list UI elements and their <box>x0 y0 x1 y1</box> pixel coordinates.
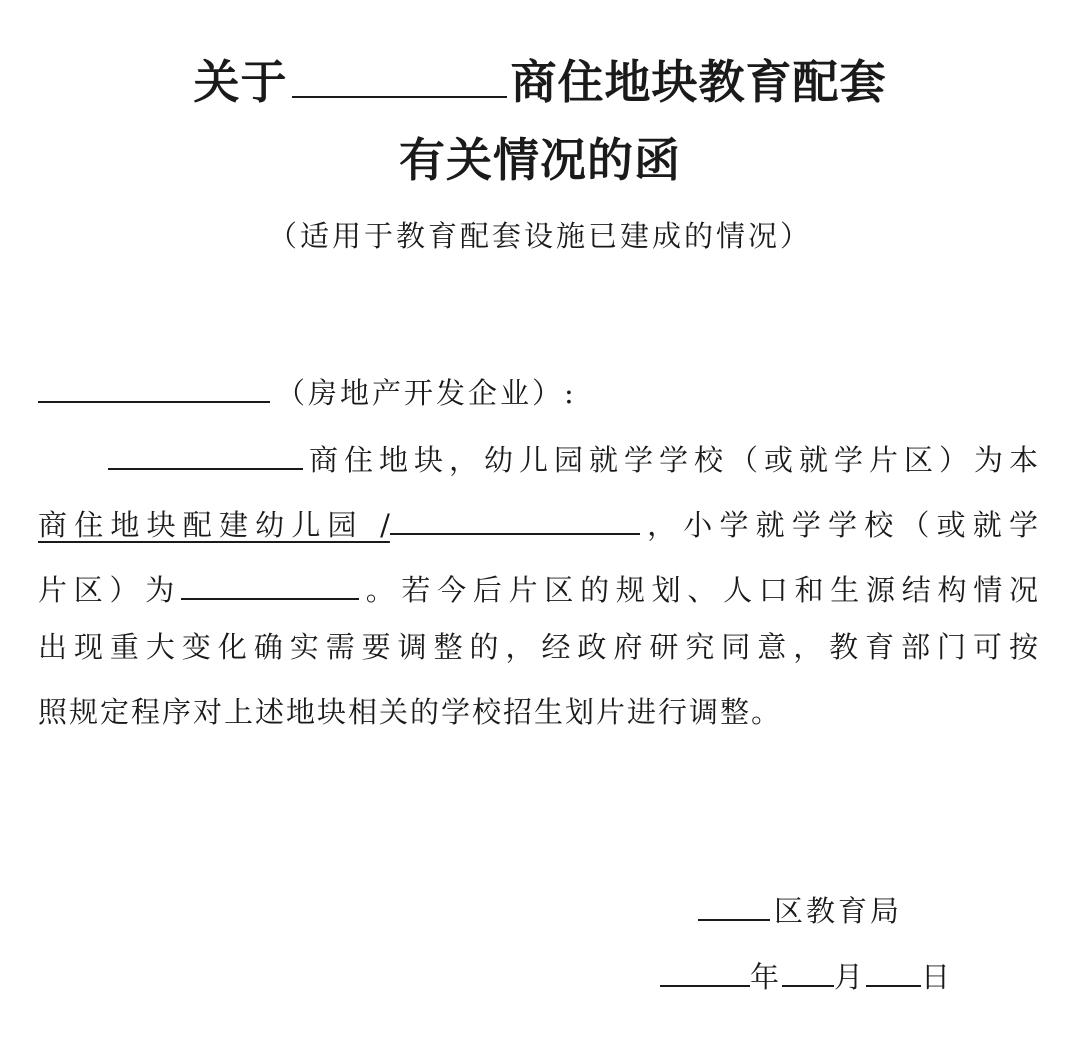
body-line-3 <box>38 568 1038 605</box>
body-line-4: 出现重大变化确实需要调整的，经政府研究同意，教育部门可按 <box>38 630 1038 664</box>
title-blank-plot-name <box>292 58 507 98</box>
addressee-blank <box>38 371 270 403</box>
body-line-5: 照规定程序对上述地块相关的学校招生划片进行调整。 <box>38 695 783 729</box>
signature-date <box>660 957 953 992</box>
title-suffix: 商住地块教育配套 <box>510 55 887 109</box>
bureau-label: 区教育局 <box>774 894 903 928</box>
body-line-1-text: 商住地块，幼儿园就学学校（或就学片区）为本 <box>303 443 1038 477</box>
body-line-3-head: 片区）为 <box>38 573 181 607</box>
signature-bureau <box>698 891 902 926</box>
document-subtitle: （适用于教育配套设施已建成的情况） <box>267 219 812 253</box>
district-blank <box>698 891 770 921</box>
body-line-1 <box>108 438 1038 475</box>
month-blank <box>782 957 834 987</box>
year-blank <box>660 957 750 987</box>
day-blank <box>866 957 921 987</box>
primary-school-blank <box>181 568 359 600</box>
title-prefix: 关于 <box>193 55 288 109</box>
month-label: 月 <box>834 960 867 994</box>
kindergarten-blank <box>390 503 640 535</box>
body-line-3-text: 。若今后片区的规划、人口和生源结构情况 <box>358 573 1038 607</box>
body-line-2 <box>38 503 1038 540</box>
addressee-label: （房地产开发企业）: <box>276 376 577 410</box>
day-label: 日 <box>921 960 954 994</box>
kindergarten-underlined-text: 商住地块配建幼儿园 / <box>38 508 390 542</box>
document-title <box>0 55 1080 109</box>
plot-name-blank <box>108 438 303 470</box>
body-line-2-text: ，小学就学学校（或就学 <box>639 508 1038 542</box>
addressee-line <box>38 371 577 408</box>
document-title-line-2: 有关情况的函 <box>399 133 681 187</box>
year-label: 年 <box>750 960 783 994</box>
